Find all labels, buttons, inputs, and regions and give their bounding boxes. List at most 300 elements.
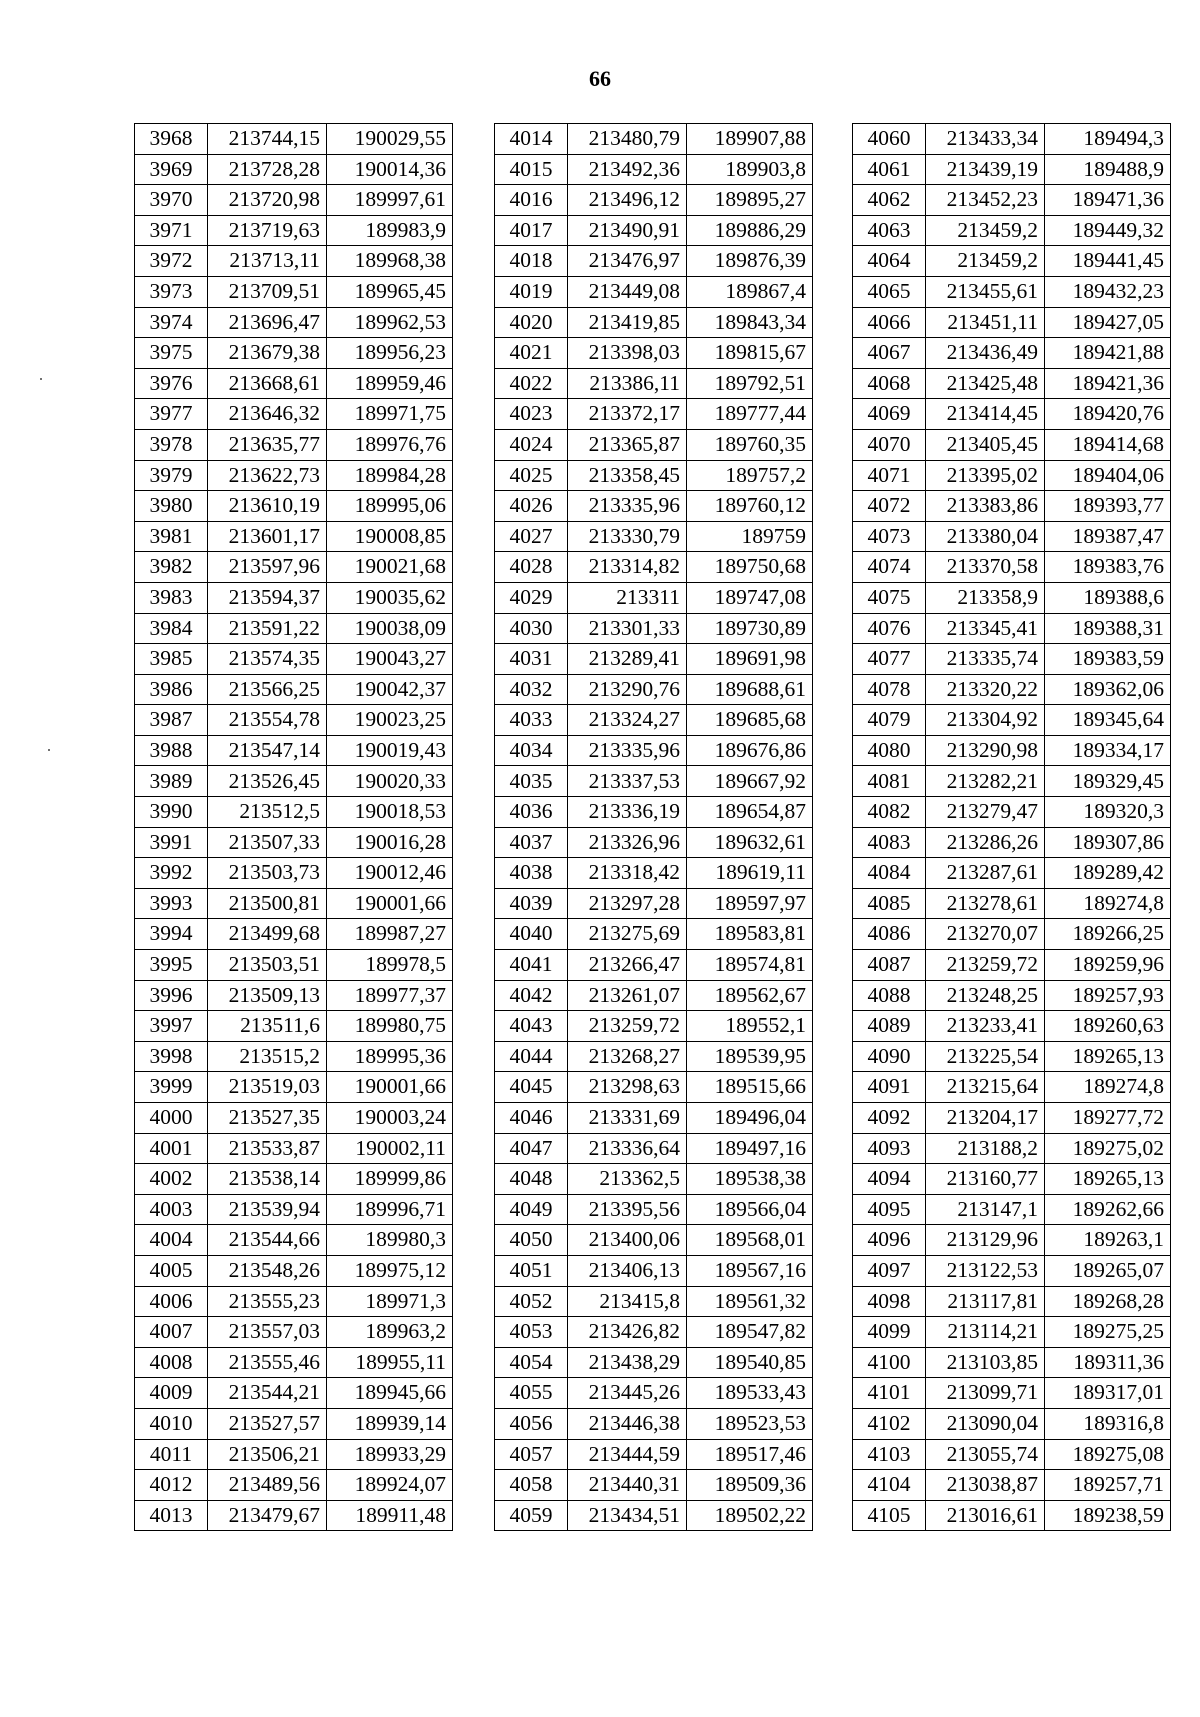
y-coordinate-cell: 189388,6 xyxy=(1045,582,1171,613)
y-coordinate-cell: 190029,55 xyxy=(327,124,453,155)
y-coordinate-cell: 189688,61 xyxy=(687,674,813,705)
point-number-cell: 3992 xyxy=(135,858,208,889)
x-coordinate-cell: 213286,26 xyxy=(926,827,1045,858)
table-row xyxy=(495,613,813,644)
point-number-cell: 4011 xyxy=(135,1439,208,1470)
x-coordinate-cell: 213499,68 xyxy=(208,919,327,950)
point-number-cell: 3993 xyxy=(135,888,208,919)
table-row xyxy=(135,124,453,155)
table-row xyxy=(135,613,453,644)
x-coordinate-cell: 213114,21 xyxy=(926,1317,1045,1348)
y-coordinate-cell: 189895,27 xyxy=(687,185,813,216)
x-coordinate-cell: 213527,57 xyxy=(208,1408,327,1439)
point-number-cell: 3968 xyxy=(135,124,208,155)
y-coordinate-cell: 189561,32 xyxy=(687,1286,813,1317)
point-number-cell: 4091 xyxy=(853,1072,926,1103)
point-number-cell: 3984 xyxy=(135,613,208,644)
y-coordinate-cell: 189997,61 xyxy=(327,185,453,216)
point-number-cell: 4014 xyxy=(495,124,568,155)
point-number-cell: 4003 xyxy=(135,1194,208,1225)
table-row xyxy=(495,124,813,155)
table-row xyxy=(135,888,453,919)
y-coordinate-cell: 189265,13 xyxy=(1045,1041,1171,1072)
point-number-cell: 4104 xyxy=(853,1470,926,1501)
x-coordinate-cell: 213268,27 xyxy=(568,1041,687,1072)
x-coordinate-cell: 213557,03 xyxy=(208,1317,327,1348)
point-number-cell: 4079 xyxy=(853,705,926,736)
x-coordinate-cell: 213679,38 xyxy=(208,338,327,369)
table-row xyxy=(853,1347,1171,1378)
x-coordinate-cell: 213591,22 xyxy=(208,613,327,644)
point-number-cell: 4000 xyxy=(135,1103,208,1134)
table-row xyxy=(853,1041,1171,1072)
y-coordinate-cell: 189955,11 xyxy=(327,1347,453,1378)
point-number-cell: 4013 xyxy=(135,1500,208,1531)
point-number-cell: 4058 xyxy=(495,1470,568,1501)
y-coordinate-cell: 189574,81 xyxy=(687,950,813,981)
y-coordinate-cell: 189404,06 xyxy=(1045,460,1171,491)
point-number-cell: 4029 xyxy=(495,582,568,613)
point-number-cell: 4065 xyxy=(853,276,926,307)
x-coordinate-cell: 213548,26 xyxy=(208,1255,327,1286)
x-coordinate-cell: 213383,86 xyxy=(926,491,1045,522)
table-row xyxy=(495,338,813,369)
table-row xyxy=(853,552,1171,583)
table-row xyxy=(853,1103,1171,1134)
y-coordinate-cell: 190020,33 xyxy=(327,766,453,797)
x-coordinate-cell: 213117,81 xyxy=(926,1286,1045,1317)
table-row xyxy=(135,1011,453,1042)
point-number-cell: 4067 xyxy=(853,338,926,369)
table-row xyxy=(135,1194,453,1225)
table-row xyxy=(495,1378,813,1409)
y-coordinate-cell: 189987,27 xyxy=(327,919,453,950)
table-row xyxy=(495,1194,813,1225)
y-coordinate-cell: 190043,27 xyxy=(327,644,453,675)
table-row xyxy=(495,766,813,797)
point-number-cell: 4090 xyxy=(853,1041,926,1072)
x-coordinate-cell: 213400,06 xyxy=(568,1225,687,1256)
x-coordinate-cell: 213129,96 xyxy=(926,1225,1045,1256)
y-coordinate-cell: 189760,12 xyxy=(687,491,813,522)
y-coordinate-cell: 189568,01 xyxy=(687,1225,813,1256)
x-coordinate-cell: 213426,82 xyxy=(568,1317,687,1348)
table-row xyxy=(495,858,813,889)
y-coordinate-cell: 189867,4 xyxy=(687,276,813,307)
point-number-cell: 4015 xyxy=(495,154,568,185)
y-coordinate-cell: 189566,04 xyxy=(687,1194,813,1225)
point-number-cell: 4077 xyxy=(853,644,926,675)
point-number-cell: 4057 xyxy=(495,1439,568,1470)
point-number-cell: 4018 xyxy=(495,246,568,277)
x-coordinate-cell: 213301,33 xyxy=(568,613,687,644)
table-row xyxy=(853,1255,1171,1286)
x-coordinate-cell: 213335,96 xyxy=(568,735,687,766)
table-row xyxy=(495,705,813,736)
y-coordinate-cell: 189421,88 xyxy=(1045,338,1171,369)
point-number-cell: 4027 xyxy=(495,521,568,552)
table-row xyxy=(853,1317,1171,1348)
table-row xyxy=(135,1347,453,1378)
x-coordinate-cell: 213147,1 xyxy=(926,1194,1045,1225)
point-number-cell: 3970 xyxy=(135,185,208,216)
x-coordinate-cell: 213452,23 xyxy=(926,185,1045,216)
x-coordinate-cell: 213440,31 xyxy=(568,1470,687,1501)
x-coordinate-cell: 213512,5 xyxy=(208,797,327,828)
y-coordinate-cell: 189792,51 xyxy=(687,368,813,399)
table-row xyxy=(495,1041,813,1072)
x-coordinate-cell: 213449,08 xyxy=(568,276,687,307)
x-coordinate-cell: 213099,71 xyxy=(926,1378,1045,1409)
table-row xyxy=(135,429,453,460)
y-coordinate-cell: 189268,28 xyxy=(1045,1286,1171,1317)
table-row xyxy=(853,705,1171,736)
x-coordinate-cell: 213696,47 xyxy=(208,307,327,338)
point-number-cell: 4002 xyxy=(135,1164,208,1195)
y-coordinate-cell: 190038,09 xyxy=(327,613,453,644)
point-number-cell: 3995 xyxy=(135,950,208,981)
point-number-cell: 3987 xyxy=(135,705,208,736)
x-coordinate-cell: 213419,85 xyxy=(568,307,687,338)
table-row xyxy=(853,185,1171,216)
table-row xyxy=(495,521,813,552)
y-coordinate-cell: 189334,17 xyxy=(1045,735,1171,766)
x-coordinate-cell: 213279,47 xyxy=(926,797,1045,828)
table-row xyxy=(495,582,813,613)
point-number-cell: 4006 xyxy=(135,1286,208,1317)
table-row xyxy=(495,827,813,858)
x-coordinate-cell: 213406,13 xyxy=(568,1255,687,1286)
x-coordinate-cell: 213438,29 xyxy=(568,1347,687,1378)
table-row xyxy=(495,644,813,675)
table-row xyxy=(495,491,813,522)
x-coordinate-cell: 213507,33 xyxy=(208,827,327,858)
point-number-cell: 3978 xyxy=(135,429,208,460)
table-row xyxy=(853,735,1171,766)
y-coordinate-cell: 189962,53 xyxy=(327,307,453,338)
x-coordinate-cell: 213719,63 xyxy=(208,215,327,246)
y-coordinate-cell: 189654,87 xyxy=(687,797,813,828)
y-coordinate-cell: 189632,61 xyxy=(687,827,813,858)
point-number-cell: 4088 xyxy=(853,980,926,1011)
point-number-cell: 4064 xyxy=(853,246,926,277)
point-number-cell: 4082 xyxy=(853,797,926,828)
y-coordinate-cell: 189414,68 xyxy=(1045,429,1171,460)
table-row xyxy=(495,1164,813,1195)
table-row xyxy=(135,705,453,736)
x-coordinate-cell: 213622,73 xyxy=(208,460,327,491)
y-coordinate-cell: 189911,48 xyxy=(327,1500,453,1531)
table-row xyxy=(495,460,813,491)
x-coordinate-cell: 213358,9 xyxy=(926,582,1045,613)
x-coordinate-cell: 213275,69 xyxy=(568,919,687,950)
y-coordinate-cell: 189759 xyxy=(687,521,813,552)
x-coordinate-cell: 213188,2 xyxy=(926,1133,1045,1164)
table-row xyxy=(135,154,453,185)
point-number-cell: 4020 xyxy=(495,307,568,338)
table-row xyxy=(853,613,1171,644)
x-coordinate-cell: 213539,94 xyxy=(208,1194,327,1225)
y-coordinate-cell: 190001,66 xyxy=(327,1072,453,1103)
point-number-cell: 4051 xyxy=(495,1255,568,1286)
point-number-cell: 4073 xyxy=(853,521,926,552)
x-coordinate-cell: 213398,03 xyxy=(568,338,687,369)
point-number-cell: 4069 xyxy=(853,399,926,430)
x-coordinate-cell: 213320,22 xyxy=(926,674,1045,705)
y-coordinate-cell: 189980,75 xyxy=(327,1011,453,1042)
y-coordinate-cell: 189515,66 xyxy=(687,1072,813,1103)
point-number-cell: 4056 xyxy=(495,1408,568,1439)
x-coordinate-cell: 213574,35 xyxy=(208,644,327,675)
coordinates-table-1 xyxy=(134,123,453,1531)
y-coordinate-cell: 189978,5 xyxy=(327,950,453,981)
y-coordinate-cell: 189760,35 xyxy=(687,429,813,460)
y-coordinate-cell: 190001,66 xyxy=(327,888,453,919)
point-number-cell: 3981 xyxy=(135,521,208,552)
table-row xyxy=(853,1439,1171,1470)
table-row xyxy=(495,1255,813,1286)
point-number-cell: 4046 xyxy=(495,1103,568,1134)
point-number-cell: 4044 xyxy=(495,1041,568,1072)
y-coordinate-cell: 189262,66 xyxy=(1045,1194,1171,1225)
table-row xyxy=(853,827,1171,858)
y-coordinate-cell: 189843,34 xyxy=(687,307,813,338)
y-coordinate-cell: 189747,08 xyxy=(687,582,813,613)
table-row xyxy=(135,766,453,797)
y-coordinate-cell: 189502,22 xyxy=(687,1500,813,1531)
table-row xyxy=(135,644,453,675)
table-row xyxy=(135,674,453,705)
point-number-cell: 4059 xyxy=(495,1500,568,1531)
x-coordinate-cell: 213544,66 xyxy=(208,1225,327,1256)
table-row xyxy=(495,1072,813,1103)
point-number-cell: 4099 xyxy=(853,1317,926,1348)
point-number-cell: 4001 xyxy=(135,1133,208,1164)
table-row xyxy=(135,185,453,216)
table-row xyxy=(495,797,813,828)
x-coordinate-cell: 213480,79 xyxy=(568,124,687,155)
point-number-cell: 4083 xyxy=(853,827,926,858)
point-number-cell: 4034 xyxy=(495,735,568,766)
x-coordinate-cell: 213476,97 xyxy=(568,246,687,277)
y-coordinate-cell: 189547,82 xyxy=(687,1317,813,1348)
point-number-cell: 4010 xyxy=(135,1408,208,1439)
x-coordinate-cell: 213370,58 xyxy=(926,552,1045,583)
y-coordinate-cell: 190014,36 xyxy=(327,154,453,185)
y-coordinate-cell: 189975,12 xyxy=(327,1255,453,1286)
y-coordinate-cell: 189259,96 xyxy=(1045,950,1171,981)
x-coordinate-cell: 213318,42 xyxy=(568,858,687,889)
y-coordinate-cell: 189583,81 xyxy=(687,919,813,950)
x-coordinate-cell: 213233,41 xyxy=(926,1011,1045,1042)
x-coordinate-cell: 213336,64 xyxy=(568,1133,687,1164)
table-row xyxy=(853,154,1171,185)
point-number-cell: 4030 xyxy=(495,613,568,644)
x-coordinate-cell: 213290,98 xyxy=(926,735,1045,766)
y-coordinate-cell: 189523,53 xyxy=(687,1408,813,1439)
x-coordinate-cell: 213500,81 xyxy=(208,888,327,919)
point-number-cell: 4021 xyxy=(495,338,568,369)
x-coordinate-cell: 213436,49 xyxy=(926,338,1045,369)
point-number-cell: 4096 xyxy=(853,1225,926,1256)
point-number-cell: 4033 xyxy=(495,705,568,736)
x-coordinate-cell: 213555,23 xyxy=(208,1286,327,1317)
x-coordinate-cell: 213515,2 xyxy=(208,1041,327,1072)
x-coordinate-cell: 213290,76 xyxy=(568,674,687,705)
y-coordinate-cell: 190018,53 xyxy=(327,797,453,828)
y-coordinate-cell: 189274,8 xyxy=(1045,1072,1171,1103)
point-number-cell: 4050 xyxy=(495,1225,568,1256)
x-coordinate-cell: 213395,56 xyxy=(568,1194,687,1225)
point-number-cell: 4063 xyxy=(853,215,926,246)
table-row xyxy=(135,338,453,369)
point-number-cell: 3971 xyxy=(135,215,208,246)
point-number-cell: 3973 xyxy=(135,276,208,307)
point-number-cell: 4078 xyxy=(853,674,926,705)
point-number-cell: 3977 xyxy=(135,399,208,430)
point-number-cell: 4024 xyxy=(495,429,568,460)
y-coordinate-cell: 189995,36 xyxy=(327,1041,453,1072)
y-coordinate-cell: 189750,68 xyxy=(687,552,813,583)
y-coordinate-cell: 190019,43 xyxy=(327,735,453,766)
point-number-cell: 4028 xyxy=(495,552,568,583)
point-number-cell: 4066 xyxy=(853,307,926,338)
x-coordinate-cell: 213278,61 xyxy=(926,888,1045,919)
y-coordinate-cell: 189320,3 xyxy=(1045,797,1171,828)
x-coordinate-cell: 213566,25 xyxy=(208,674,327,705)
y-coordinate-cell: 189977,37 xyxy=(327,980,453,1011)
table-row xyxy=(853,491,1171,522)
table-row xyxy=(135,1500,453,1531)
x-coordinate-cell: 213555,46 xyxy=(208,1347,327,1378)
y-coordinate-cell: 189257,71 xyxy=(1045,1470,1171,1501)
x-coordinate-cell: 213547,14 xyxy=(208,735,327,766)
table-row xyxy=(495,399,813,430)
table-row xyxy=(495,1317,813,1348)
y-coordinate-cell: 190035,62 xyxy=(327,582,453,613)
point-number-cell: 4036 xyxy=(495,797,568,828)
y-coordinate-cell: 189971,75 xyxy=(327,399,453,430)
table-row xyxy=(135,521,453,552)
point-number-cell: 4017 xyxy=(495,215,568,246)
y-coordinate-cell: 189562,67 xyxy=(687,980,813,1011)
table-row xyxy=(495,1347,813,1378)
table-row xyxy=(853,1194,1171,1225)
point-number-cell: 4068 xyxy=(853,368,926,399)
table-row xyxy=(135,399,453,430)
x-coordinate-cell: 213459,2 xyxy=(926,246,1045,277)
table-row xyxy=(495,1225,813,1256)
point-number-cell: 4101 xyxy=(853,1378,926,1409)
point-number-cell: 3998 xyxy=(135,1041,208,1072)
point-number-cell: 4062 xyxy=(853,185,926,216)
x-coordinate-cell: 213331,69 xyxy=(568,1103,687,1134)
x-coordinate-cell: 213090,04 xyxy=(926,1408,1045,1439)
table-row xyxy=(135,491,453,522)
point-number-cell: 3996 xyxy=(135,980,208,1011)
point-number-cell: 4074 xyxy=(853,552,926,583)
point-number-cell: 4081 xyxy=(853,766,926,797)
table-row xyxy=(495,980,813,1011)
x-coordinate-cell: 213414,45 xyxy=(926,399,1045,430)
coordinates-table-2 xyxy=(494,123,813,1531)
y-coordinate-cell: 189676,86 xyxy=(687,735,813,766)
y-coordinate-cell: 189345,64 xyxy=(1045,705,1171,736)
x-coordinate-cell: 213259,72 xyxy=(568,1011,687,1042)
point-number-cell: 4093 xyxy=(853,1133,926,1164)
y-coordinate-cell: 189517,46 xyxy=(687,1439,813,1470)
x-coordinate-cell: 213439,19 xyxy=(926,154,1045,185)
x-coordinate-cell: 213451,11 xyxy=(926,307,1045,338)
y-coordinate-cell: 189238,59 xyxy=(1045,1500,1171,1531)
x-coordinate-cell: 213311 xyxy=(568,582,687,613)
table-row xyxy=(135,1378,453,1409)
x-coordinate-cell: 213297,28 xyxy=(568,888,687,919)
table-row xyxy=(853,276,1171,307)
x-coordinate-cell: 213358,45 xyxy=(568,460,687,491)
x-coordinate-cell: 213298,63 xyxy=(568,1072,687,1103)
point-number-cell: 4016 xyxy=(495,185,568,216)
table-row xyxy=(853,980,1171,1011)
table-row xyxy=(495,735,813,766)
point-number-cell: 4008 xyxy=(135,1347,208,1378)
x-coordinate-cell: 213646,32 xyxy=(208,399,327,430)
x-coordinate-cell: 213215,64 xyxy=(926,1072,1045,1103)
point-number-cell: 4102 xyxy=(853,1408,926,1439)
point-number-cell: 4084 xyxy=(853,858,926,889)
x-coordinate-cell: 213055,74 xyxy=(926,1439,1045,1470)
table-row xyxy=(853,858,1171,889)
x-coordinate-cell: 213225,54 xyxy=(926,1041,1045,1072)
point-number-cell: 4071 xyxy=(853,460,926,491)
y-coordinate-cell: 189777,44 xyxy=(687,399,813,430)
table-row xyxy=(853,124,1171,155)
y-coordinate-cell: 190042,37 xyxy=(327,674,453,705)
point-number-cell: 3982 xyxy=(135,552,208,583)
x-coordinate-cell: 213433,34 xyxy=(926,124,1045,155)
y-coordinate-cell: 189959,46 xyxy=(327,368,453,399)
x-coordinate-cell: 213103,85 xyxy=(926,1347,1045,1378)
table-row xyxy=(495,919,813,950)
x-coordinate-cell: 213405,45 xyxy=(926,429,1045,460)
table-row xyxy=(135,1470,453,1501)
table-row xyxy=(853,521,1171,552)
table-row xyxy=(495,1103,813,1134)
y-coordinate-cell: 189933,29 xyxy=(327,1439,453,1470)
y-coordinate-cell: 189552,1 xyxy=(687,1011,813,1042)
point-number-cell: 4040 xyxy=(495,919,568,950)
point-number-cell: 4045 xyxy=(495,1072,568,1103)
x-coordinate-cell: 213709,51 xyxy=(208,276,327,307)
y-coordinate-cell: 189980,3 xyxy=(327,1225,453,1256)
point-number-cell: 4004 xyxy=(135,1225,208,1256)
table-row xyxy=(853,582,1171,613)
y-coordinate-cell: 189907,88 xyxy=(687,124,813,155)
point-number-cell: 3989 xyxy=(135,766,208,797)
page-number: 66 xyxy=(589,66,611,91)
x-coordinate-cell: 213744,15 xyxy=(208,124,327,155)
table-row xyxy=(135,980,453,1011)
y-coordinate-cell: 189265,07 xyxy=(1045,1255,1171,1286)
point-number-cell: 4026 xyxy=(495,491,568,522)
y-coordinate-cell: 189876,39 xyxy=(687,246,813,277)
table-row xyxy=(495,276,813,307)
table-row xyxy=(135,582,453,613)
table-row xyxy=(853,215,1171,246)
table-row xyxy=(135,246,453,277)
point-number-cell: 4097 xyxy=(853,1255,926,1286)
x-coordinate-cell: 213509,13 xyxy=(208,980,327,1011)
